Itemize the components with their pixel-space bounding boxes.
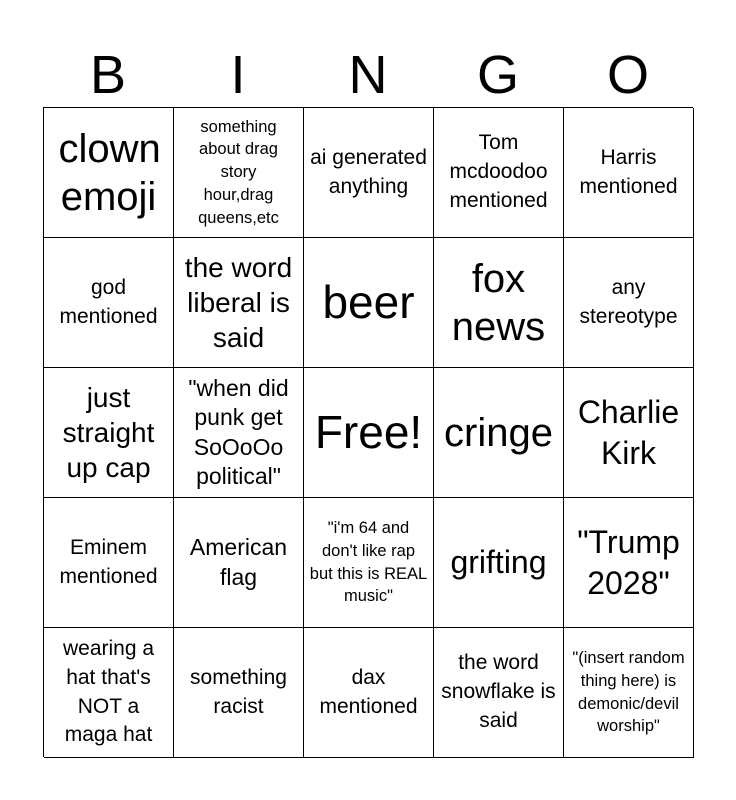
bingo-cell[interactable] — [564, 368, 694, 498]
cell-text: something about drag story hour,drag queens,etc — [198, 117, 279, 227]
cell-text: "Trump 2028" — [577, 523, 680, 601]
bingo-cell[interactable] — [44, 498, 174, 628]
cell-text: Harris mentioned — [579, 145, 678, 198]
bingo-cell[interactable] — [174, 238, 304, 368]
bingo-cell[interactable] — [564, 498, 694, 628]
cell-text: cringe — [444, 410, 553, 455]
cell-text: Eminem mentioned — [59, 535, 158, 588]
cell-text: "when did punk get SoOoOo political" — [188, 374, 289, 489]
bingo-cell[interactable] — [434, 498, 564, 628]
cell-text: the word liberal is said — [184, 252, 293, 353]
bingo-header — [43, 44, 693, 106]
cell-text: grifting — [450, 544, 547, 581]
header-letter-o: O — [606, 45, 649, 105]
bingo-cell[interactable] — [434, 628, 564, 758]
bingo-cell[interactable] — [44, 368, 174, 498]
header-letter-b: B — [89, 45, 127, 105]
cell-text: the word snowflake is said — [441, 651, 556, 732]
cell-text: something racist — [190, 665, 287, 718]
free-space-cell[interactable] — [304, 368, 434, 498]
cell-text: clown emoji — [58, 126, 161, 219]
cell-text: Charlie Kirk — [577, 393, 680, 471]
bingo-cell[interactable] — [304, 108, 434, 238]
cell-text: "(insert random thing here) is demonic/devil worship" — [572, 648, 685, 736]
bingo-cell[interactable] — [304, 628, 434, 758]
bingo-cell[interactable] — [564, 108, 694, 238]
cell-text: Tom mcdoodoo mentioned — [449, 131, 548, 212]
bingo-cell[interactable] — [174, 368, 304, 498]
bingo-cell[interactable] — [174, 628, 304, 758]
bingo-cell[interactable] — [44, 238, 174, 368]
bingo-cell[interactable] — [434, 108, 564, 238]
bingo-cell[interactable] — [174, 498, 304, 628]
cell-text: beer — [322, 275, 415, 328]
cell-text: dax mentioned — [319, 665, 418, 718]
bingo-cell[interactable] — [174, 108, 304, 238]
header-letter-g: G — [476, 45, 519, 105]
bingo-cell[interactable] — [304, 498, 434, 628]
cell-text: "i'm 64 and don't like rap but this is REAL music" — [309, 518, 428, 606]
free-space-text: Free! — [314, 405, 423, 458]
bingo-cell[interactable] — [434, 368, 564, 498]
bingo-board — [43, 107, 693, 757]
bingo-cell[interactable] — [564, 628, 694, 758]
cell-text: any stereotype — [579, 275, 678, 328]
bingo-cell[interactable] — [44, 628, 174, 758]
header-letter-i: I — [230, 45, 246, 105]
cell-text: ai generated anything — [310, 145, 427, 198]
header-letter-n: N — [348, 45, 388, 105]
cell-text: American flag — [189, 534, 288, 590]
cell-text: fox news — [451, 256, 546, 349]
bingo-cell[interactable] — [44, 108, 174, 238]
bingo-cell[interactable] — [434, 238, 564, 368]
cell-text: just straight up cap — [62, 382, 155, 483]
cell-text: god mentioned — [59, 275, 158, 328]
bingo-cell[interactable] — [304, 238, 434, 368]
bingo-cell[interactable] — [564, 238, 694, 368]
cell-text: wearing a hat that's NOT a maga hat — [62, 636, 155, 747]
